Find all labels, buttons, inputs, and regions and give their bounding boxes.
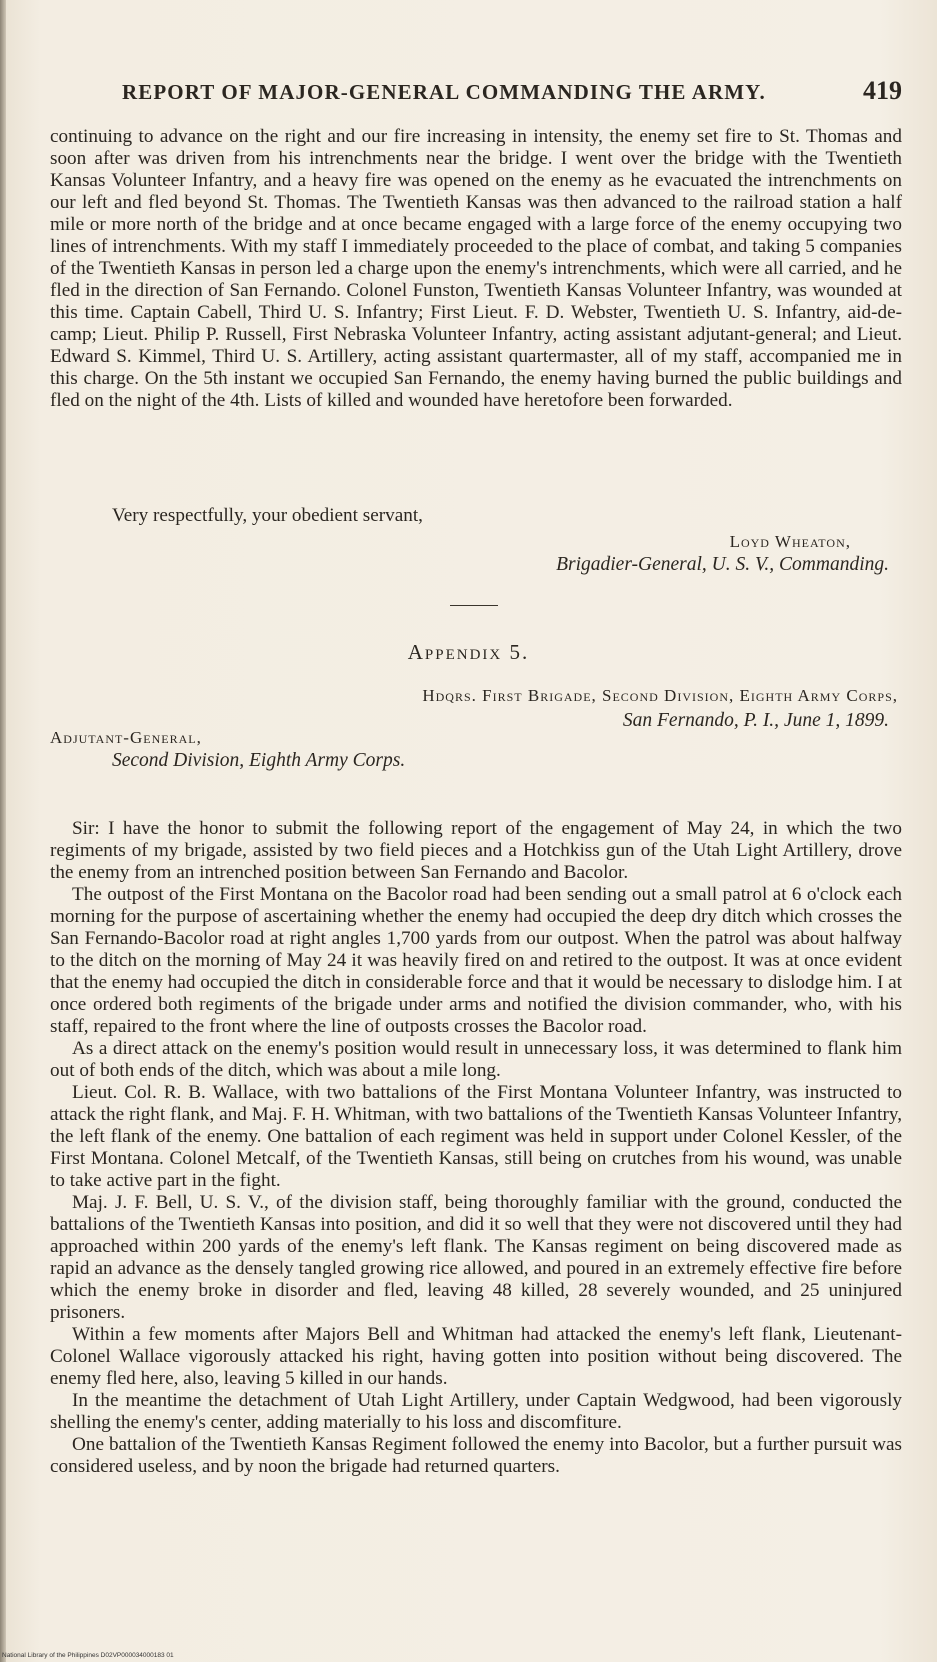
place-and-date: San Fernando, P. I., June 1, 1899. (622, 710, 889, 731)
page-header (122, 76, 902, 106)
paragraph: continuing to advance on the right and our fire increasing in intensity, the enemy set fire to St. Thomas and soon after was driven from his intrenchments near the bridge. I went over the bridge with the Twentieth Kansas Volunteer Infantry, and a heavy fire was opened on the enemy as he evacuated the intrenchments on our left and fled beyond St. Thomas. The Twentieth Kansas was then advanced to the railroad station a half mile or more north of the bridge and at once became engaged with a large force of the enemy occupying two lines of intrenchments. With my staff I immediately proceeded to the place of combat, and taking 5 companies of the Twentieth Kansas in person led a charge upon the enemy's intrenchments, which were all carried, and he fled in the direction of San Fernando. Colonel Funston, Twentieth Kansas Volunteer Infantry, was wounded at this time. Captain Cabell, Third U. S. Infantry; First Lieut. F. D. Webster, Twentieth U. S. Infantry, aid-de-camp; Lieut. Philip P. Russell, First Nebraska Volunteer Infantry, acting assistant adjutant-general; and Lieut. Edward S. Kimmel, Third U. S. Artillery, acting assistant quartermaster, all of my staff, accompanied me in this charge. On the 5th instant we occupied San Fernando, the enemy having burned the public buildings and fled on the night of the 4th. Lists of killed and wounded have heretofore been forwarded. (50, 126, 902, 411)
appendix-title: Appendix 5. (407, 640, 530, 664)
paragraph: Lieut. Col. R. B. Wallace, with two battalions of the First Montana Volunteer Infantry, was instructed to attack the right flank, and Maj. F. H. Whitman, with two battalions of the Twentieth Kansas Volunteer Infantry, the left flank of the enemy. One battalion of each regiment was held in support under Colonel Kessler, of the First Montana. Colonel Metcalf, of the Twentieth Kansas, still being on crutches from his wound, was unable to take active part in the fight. (50, 1082, 902, 1191)
paragraph: The outpost of the First Montana on the Bacolor road had been sending out a small patrol at 6 o'clock each morning for the purpose of ascertaining whether the enemy had occupied the deep dry ditch which crosses the San Fernando-Bacolor road at right angles 1,700 yards from our outpost. When the patrol was about halfway to the ditch on the morning of May 24 it was heavily fired on and retired to the outpost. It was at once evident that the enemy had occupied the ditch in considerable force and that it would be necessary to dislodge him. I at once ordered both regiments of the brigade under arms and notified the division commander, who, with his staff, repaired to the front where the line of outposts crosses the Bacolor road. (50, 884, 902, 1037)
section-divider (450, 605, 498, 606)
headquarters-line: Hdqrs. First Brigade, Second Division, Eighth Army Corps, (422, 686, 898, 705)
scan-credit: National Library of the Philippines D02VP000034000183 01 (2, 1652, 174, 1659)
page-number: 419 (863, 76, 902, 105)
addressee: Adjutant-General, (50, 728, 202, 747)
paragraph: Within a few moments after Majors Bell and Whitman had attacked the enemy's left flank, Lieutenant-Colonel Wallace vigorously attacked his right, having gotten into position without being discovered. The enemy fled here, also, leaving 5 killed in our hands. (50, 1324, 902, 1389)
paragraph: In the meantime the detachment of Utah Light Artillery, under Captain Wedgwood, had been vigorously shelling the enemy's center, adding materially to his loss and discomfiture. (50, 1390, 902, 1433)
addressee-unit: Second Division, Eighth Army Corps. (112, 750, 406, 771)
paragraph: Maj. J. F. Bell, U. S. V., of the division staff, being thoroughly familiar with the ground, conducted the battalions of the Twentieth Kansas into position, and did it so well that they were not discovered until they had approached within 200 yards of the enemy's left flank. The Kansas regiment on being discovered made as rapid an advance as the densely tangled growing rice allowed, and poured in an extremely effective fire before which the enemy broke in disorder and fled, leaving 48 killed, 28 severely wounded, and 25 uninjured prisoners. (50, 1192, 902, 1323)
signer-title: Brigadier-General, U. S. V., Commanding. (556, 554, 889, 575)
paragraph: Sir: I have the honor to submit the following report of the engagement of May 24, in which the two regiments of my brigade, assisted by two field pieces and a Hotchkiss gun of the Utah Light Artillery, drove the enemy from an intrenched position between San Fernando and Bacolor. (50, 818, 902, 883)
letter-closing: Very respectfully, your obedient servant, (112, 505, 423, 526)
page-binding-edge (0, 0, 6, 1662)
running-head: REPORT OF MAJOR-GENERAL COMMANDING THE ARMY. (122, 80, 766, 104)
paragraph: One battalion of the Twentieth Kansas Regiment followed the enemy into Bacolor, but a further pursuit was considered useless, and by noon the brigade had returned quarters. (50, 1434, 902, 1477)
signer-name: Loyd Wheaton, (729, 532, 851, 551)
report-continuation (50, 126, 902, 412)
appendix-body (50, 818, 902, 1478)
paragraph: As a direct attack on the enemy's position would result in unnecessary loss, it was determined to flank him out of both ends of the ditch, which was about a mile long. (50, 1038, 902, 1081)
